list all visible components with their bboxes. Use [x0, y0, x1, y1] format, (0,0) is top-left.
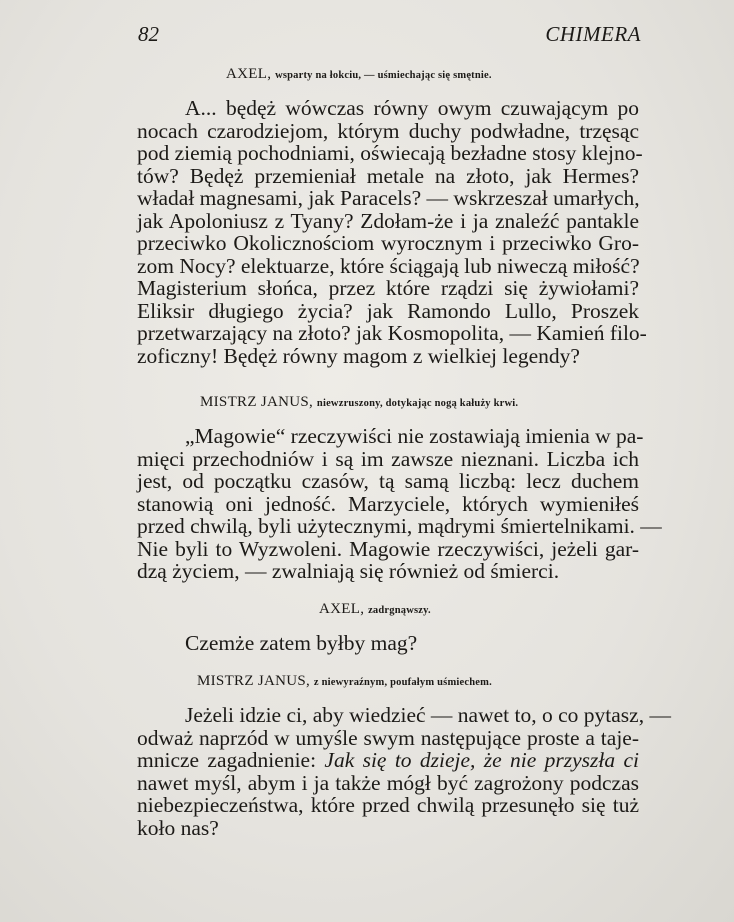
text-line: zoficzny! Będęż równy magom z wielkiej legendy? — [137, 343, 580, 368]
text-fragment: mnicze zagadnienie: — [137, 748, 325, 772]
stage-direction: wsparty na łokciu, — uśmiechając się smętnie. — [275, 70, 492, 81]
speaker-heading — [226, 66, 492, 83]
speaker-heading — [319, 601, 431, 618]
text-line: stanowią oni jedność. Marzyciele, których wymieniłeś — [137, 491, 639, 516]
running-title: CHIMERA — [545, 22, 641, 46]
text-line: A... będęż wówczas równy owym czuwającym po — [185, 96, 639, 120]
dialogue-paragraph — [137, 703, 671, 840]
stage-direction: zadrgnąwszy. — [368, 605, 431, 616]
text-line: Czemże zatem byłby mag? — [185, 631, 418, 655]
speaker-heading — [197, 673, 492, 690]
stage-direction: niewzruszony, dotykając nogą kałuży krwi. — [316, 398, 519, 409]
italic-line: niebezpieczeństwa, które przed chwilą przesunęło się tuż — [137, 793, 639, 817]
italic-line: nawet myśl, abym i ja także mógł być zagrożony podczas — [137, 770, 639, 795]
dialogue-paragraph — [137, 96, 647, 368]
text-line: przetwarzający na złoto? jak Kosmopolita, — Kamień filo- — [137, 321, 647, 345]
text-line: dzą życiem, — zwalniają się również od śmierci. — [137, 559, 560, 583]
text-line: władał magnesami, jak Paracels? — wskrzeszał umarłych, — [137, 186, 640, 210]
speaker-name: AXEL, — [226, 66, 272, 82]
text-line: tów? Będęż przemieniał metale na złoto, jak Hermes? — [137, 163, 639, 188]
speaker-name: AXEL, — [319, 601, 365, 617]
text-line: pod ziemią pochodniami, oświecają bezładne stosy klejno- — [137, 141, 643, 165]
page-number: 82 — [138, 22, 159, 46]
text-line: przed chwilą, byli użytecznymi, mądrymi śmiertelnikami. — — [137, 514, 662, 538]
text-line: Magisterium słońca, przez które rządzi się żywiołami? — [137, 276, 639, 300]
text-line: Eliksir długiego życia? jak Ramondo Lullo, Proszek — [137, 298, 639, 323]
dialogue-paragraph — [137, 424, 662, 583]
speaker-name: MISTRZ JANUS, — [200, 394, 314, 410]
text-line: Jeżeli idzie ci, aby wiedzieć — nawet to, o co pytasz, — — [185, 703, 671, 727]
text-line: nocach czarodziejom, którym duchy podwładne, trzęsąc — [137, 118, 639, 143]
text-line: „Magowie“ rzeczywiści nie zostawiają imienia w pa- — [185, 424, 644, 448]
speaker-name: MISTRZ JANUS, — [197, 673, 311, 689]
italic-line: koło nas? — [137, 815, 219, 840]
text-line: jak Apoloniusz z Tyany? Zdołam-że i ja znaleźć pantakle — [137, 208, 639, 233]
text-line: mięci przechodniów i są im zawsze nieznani. Liczba ich — [137, 446, 639, 471]
stage-direction: z niewyraźnym, poufałym uśmiechem. — [313, 677, 492, 688]
dialogue-paragraph — [137, 632, 639, 655]
speaker-heading — [200, 394, 518, 411]
text-line: Nie byli to Wyzwoleni. Magowie rzeczywiści, jeżeli gar- — [137, 536, 639, 561]
text-line: jest, od początku czasów, tą samą liczbą: lecz duchem — [137, 469, 639, 493]
text-line: odważ naprzód w umyśle swym następujące proste a taje- — [137, 725, 639, 750]
text-line: zom Nocy? elektuarze, które ściągają lub niweczą miłość? — [137, 253, 640, 278]
text-line-mixed — [137, 749, 639, 772]
italic-fragment: Jak się to dzieje, że nie przyszła ci — [324, 748, 639, 772]
text-line: przeciwko Okolicznościom wyrocznym i przeciwko Gro- — [137, 231, 639, 255]
